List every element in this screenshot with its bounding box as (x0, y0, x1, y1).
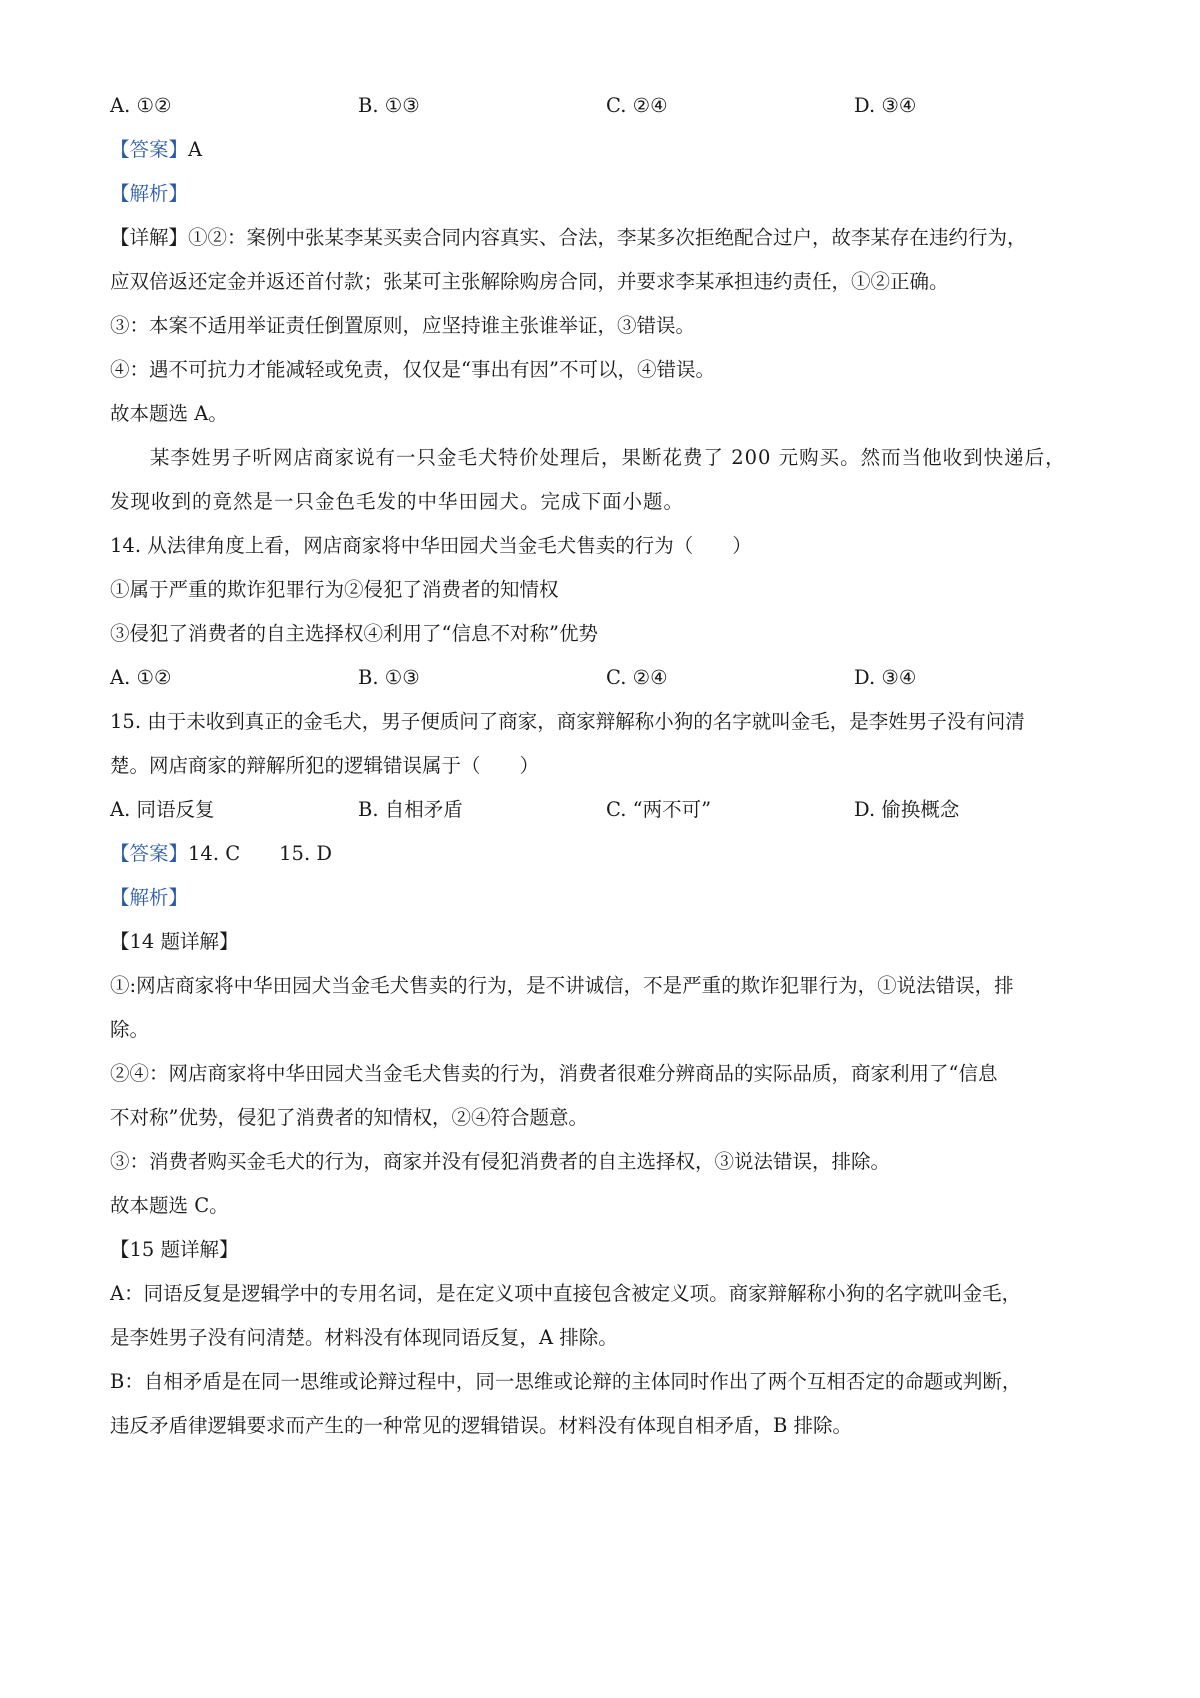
q13-option-b: B. ①③ (358, 94, 420, 117)
q14-detail-tag: 【14 题详解】 (110, 930, 239, 953)
q15-detail-line: 违反矛盾律逻辑要求而产生的一种常见的逻辑错误。材料没有体现自相矛盾，B 排除。 (110, 1414, 853, 1437)
q13-detail-line: 应双倍返还定金并返还首付款；张某可主张解除购房合同，并要求李某承担违约责任，①②正确。 (110, 270, 949, 293)
q13-detail-line: 【详解】①②：案例中张某李某买卖合同内容真实、合法，李某多次拒绝配合过户，故李某存在违约行为， (110, 226, 1027, 249)
q14-detail-line: 不对称”优势，侵犯了消费者的知情权，②④符合题意。 (110, 1106, 588, 1129)
q15-detail-line: 是李姓男子没有问清楚。材料没有体现同语反复，A 排除。 (110, 1326, 618, 1349)
q15-stem: 15. 由于未收到真正的金毛犬，男子便质问了商家，商家辩解称小狗的名字就叫金毛，是李姓男子没有问清 (110, 710, 1025, 733)
q15-detail-tag: 【15 题详解】 (110, 1238, 239, 1261)
q15-detail-line: A：同语反复是逻辑学中的专用名词，是在定义项中直接包含被定义项。商家辩解称小狗的名字就叫金毛， (110, 1282, 1022, 1305)
q13-option-a: A. ①② (110, 94, 172, 117)
analysis2-tag: 【解析】 (110, 886, 189, 909)
answer-tag: 【答案】 (110, 842, 189, 865)
q14-item: ③侵犯了消费者的自主选择权④利用了“信息不对称”优势 (110, 622, 598, 645)
answer2 (110, 840, 1100, 868)
q14-option-c: C. ②④ (606, 666, 668, 689)
material-line: 发现收到的竟然是一只金色毛发的中华田园犬。完成下面小题。 (110, 490, 685, 513)
q14-detail-line: ③：消费者购买金毛犬的行为，商家并没有侵犯消费者的自主选择权，③说法错误，排除。 (110, 1150, 891, 1173)
q13-detail-line: ③：本案不适用举证责任倒置原则，应坚持谁主张谁举证，③错误。 (110, 314, 696, 337)
q14-detail-line: ①:网店商家将中华田园犬当金毛犬售卖的行为，是不讲诚信，不是严重的欺诈犯罪行为，①说法错误，排 (110, 974, 1014, 997)
q15-options (110, 796, 1100, 824)
q13-analysis-tag: 【解析】 (110, 182, 189, 205)
q15-option-b: B. 自相矛盾 (358, 798, 463, 821)
q15-stem: 楚。网店商家的辩解所犯的逻辑错误属于（ ） (110, 754, 540, 777)
q13-conclusion: 故本题选 A。 (110, 402, 228, 425)
q13-detail-line: ④：遇不可抗力才能减轻或免责，仅仅是“事出有因”不可以，④错误。 (110, 358, 715, 381)
q14-stem: 14. 从法律角度上看，网店商家将中华田园犬当金毛犬售卖的行为（ ） (110, 534, 752, 557)
q14-option-d: D. ③④ (854, 666, 917, 689)
q13-answer (110, 136, 1100, 164)
answer-value: 14. C 15. D (188, 842, 332, 865)
q14-options (110, 664, 1100, 692)
q13-options (110, 92, 1100, 120)
q14-conclusion: 故本题选 C。 (110, 1194, 229, 1217)
q14-detail-line: ②④：网店商家将中华田园犬当金毛犬售卖的行为，消费者很难分辨商品的实际品质，商家利用了“信息 (110, 1062, 998, 1085)
q15-option-a: A. 同语反复 (110, 798, 215, 821)
q14-option-b: B. ①③ (358, 666, 420, 689)
q15-detail-line: B：自相矛盾是在同一思维或论辩过程中，同一思维或论辩的主体同时作出了两个互相否定的命题或判断， (110, 1370, 1022, 1393)
q13-option-d: D. ③④ (854, 94, 917, 117)
q14-item: ①属于严重的欺诈犯罪行为②侵犯了消费者的知情权 (110, 578, 559, 601)
answer-tag: 【答案】 (110, 138, 189, 161)
answer-value: A (188, 138, 203, 161)
q15-option-c: C. “两不可” (606, 798, 712, 821)
q15-option-d: D. 偷换概念 (854, 798, 960, 821)
q14-option-a: A. ①② (110, 666, 172, 689)
q13-option-c: C. ②④ (606, 94, 668, 117)
q14-detail-line: 除。 (110, 1018, 150, 1041)
material-line: 某李姓男子听网店商家说有一只金毛犬特价处理后，果断花费了 200 元购买。然而当他收到快递后， (150, 446, 1066, 469)
